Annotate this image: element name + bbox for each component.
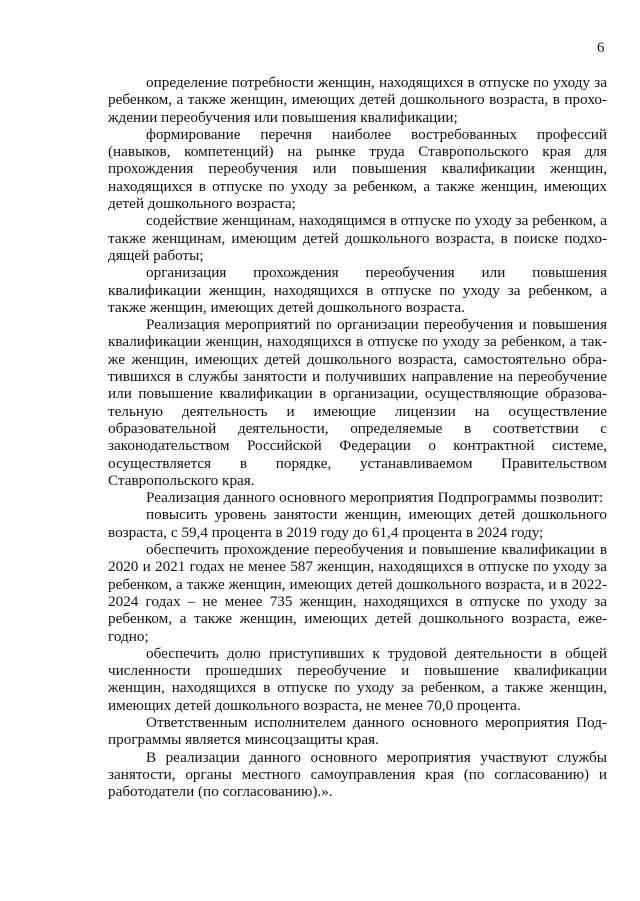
paragraph: обеспечить долю приступивших к трудовой деятельности в общей численности прошедших переобучение и повышение квалификации женщин, находящихся в отпуске по уходу за ребенком, а также женщин, имеющих детей дошкольного возраста, не менее 70,0 процента.	[108, 644, 607, 714]
page-number: 6	[597, 40, 605, 56]
paragraph: содействие женщинам, находящимся в отпуске по уходу за ребенком, а также женщинам, имеющим детей дошкольного возраста, в поиске подходящей работы;	[108, 212, 607, 264]
paragraph: обеспечить прохождение переобучения и повышение квалификации в 2020 и 2021 годах не менее 587 женщин, находящихся в отпуске по уходу за ребенком, а также женщин, имеющих детей дошкольного возраста, и в 2022-2024 годах – не менее 735 женщин, находящихся в отпуске по уходу за ребенком, а также женщин, имеющих детей дошкольного возраста, ежегодно;	[108, 541, 607, 645]
body-text	[108, 74, 607, 800]
paragraph: В реализации данного основного мероприятия участвуют службы занятости, органы местного самоуправления края (по согласованию) и работодатели (по согласованию).».	[108, 748, 607, 801]
paragraph: Реализация мероприятий по организации переобучения и повышения квалификации женщин, находящихся в отпуске по уходу за ребенком, а также женщин, имеющих детей дошкольного возраста, самостоятельно обратившихся в службы занятости и получивших направление на переобучение или повышение квалификации в организации, осуществляющие образовательную деятельность и имеющие лицензии на осуществление образовательной деятельности, определяемые в соответствии с законодательством Российской Федерации о контрактной системе, осуществляется в порядке, устанавливаемом Правительством Ставропольского края.	[108, 316, 607, 489]
paragraph: организация прохождения переобучения или повышения квалификации женщин, находящихся в отпуске по уходу за ребенком, а также женщин, имеющих детей дошкольного возраста.	[108, 264, 607, 316]
paragraph: повысить уровень занятости женщин, имеющих детей дошкольного возраста, с 59,4 процента в 2019 году до 61,4 процента в 2024 году;	[108, 506, 607, 541]
paragraph: формирование перечня наиболее востребованных профессий (навыков, компетенций) на рынке труда Ставропольского края для прохождения переобучения или повышения квалификации женщин, находящихся в отпуске по уходу за ребенком, а также женщин, имеющих детей дошкольного возраста;	[108, 125, 607, 213]
paragraph: определение потребности женщин, находящихся в отпуске по уходу за ребенком, а также женщин, имеющих детей дошкольного возраста, в прохождении переобучения или повышения квалификации;	[108, 74, 607, 126]
paragraph: Реализация данного основного мероприятия Подпрограммы позволит:	[146, 489, 604, 507]
paragraph: Ответственным исполнителем данного основного мероприятия Подпрограммы является минсоцзащиты края.	[108, 713, 607, 749]
